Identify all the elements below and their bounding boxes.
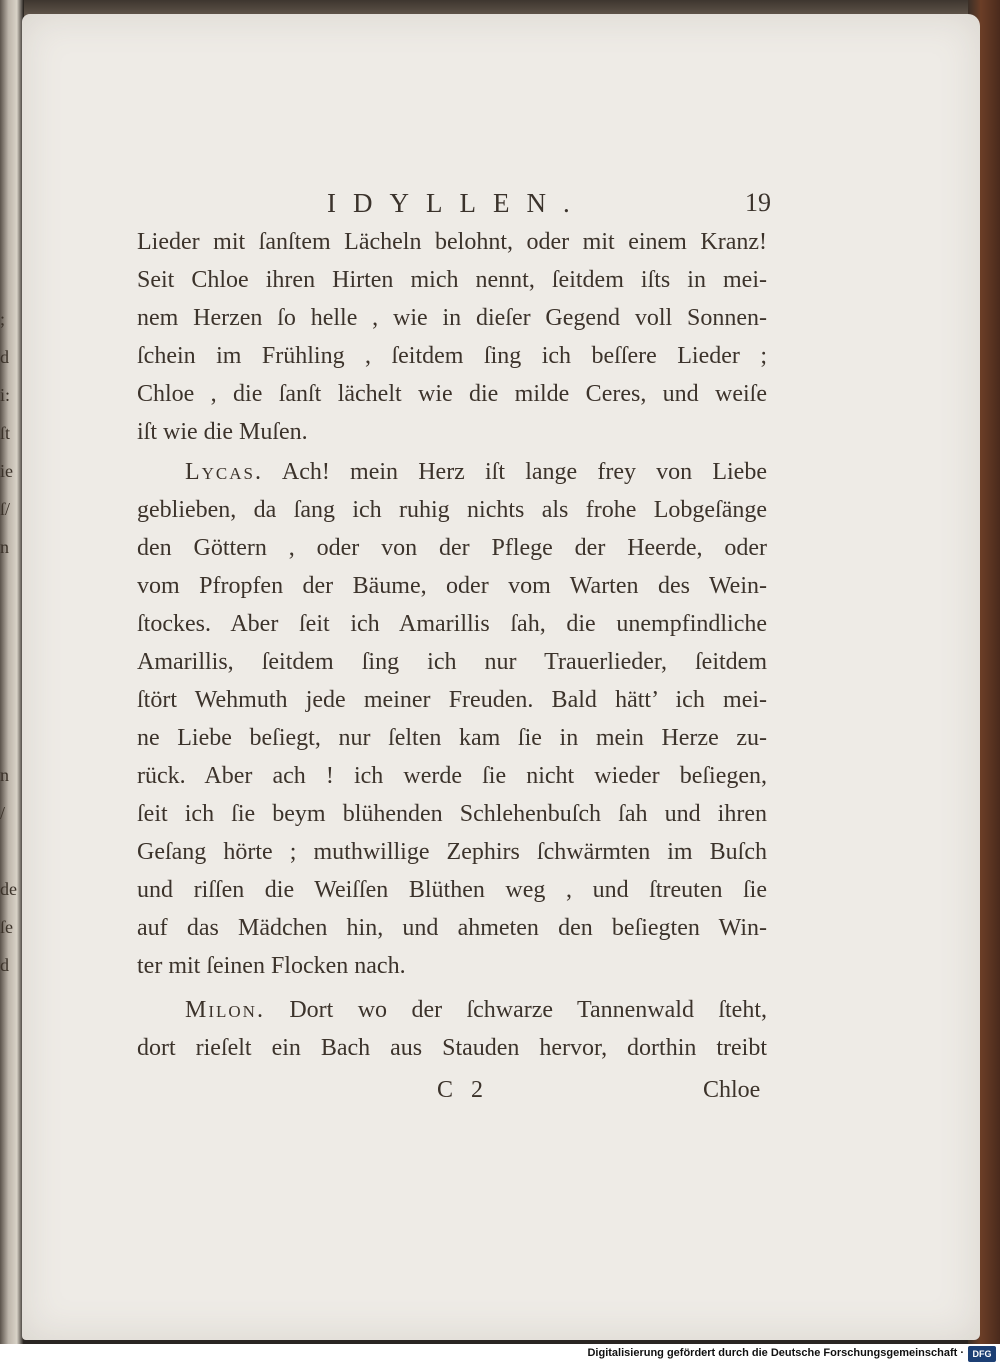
- text-line: Chloe , die ſanſt lächelt wie die milde Ceres, und weiſe: [137, 381, 767, 407]
- text-line: Lieder mit ſanſtem Lächeln belohnt, oder mit einem Kranz!: [137, 229, 767, 255]
- text-line: rück. Aber ach ! ich werde ſie nicht wieder beſiegen,: [137, 763, 767, 789]
- bleed-fragment: /: [0, 803, 6, 823]
- bleed-fragment: ſ/: [0, 499, 11, 519]
- speaker-line: [185, 997, 767, 1024]
- speaker-line: [185, 459, 767, 486]
- bleed-fragment: [0, 604, 16, 642]
- page-number: 19: [745, 188, 771, 217]
- text-line: iſt wie die Muſen.: [137, 419, 308, 445]
- funding-credit: Digitalisierung gefördert durch die Deutsche Forschungsgemeinschaft ·: [587, 1347, 964, 1359]
- text-line: den Göttern , oder von der Pflege der Heerde, oder: [137, 535, 767, 561]
- text-line: dort rieſelt ein Bach aus Stauden hervor, dorthin treibt: [137, 1035, 767, 1061]
- text-line: Amarillis, ſeitdem ſing ich nur Trauerlieder, ſeitdem: [137, 649, 767, 675]
- bleed-fragment: [0, 832, 16, 870]
- bleed-fragment: de: [0, 879, 17, 899]
- speaker-name: Milon.: [185, 997, 265, 1023]
- signature-mark: C 2: [437, 1077, 490, 1103]
- text-line: Geſang hörte ; muthwillige Zephirs ſchwärmten im Buſch: [137, 839, 767, 865]
- bleed-fragment: [0, 718, 16, 756]
- bleed-fragment: [0, 566, 16, 604]
- text-line: geblieben, da ſang ich ruhig nichts als frohe Lobgeſänge: [137, 497, 767, 523]
- catchword: Chloe: [703, 1077, 761, 1103]
- bleed-fragment: [0, 680, 16, 718]
- text-span: Ach! mein Herz iſt lange frey von Liebe: [281, 459, 767, 485]
- text-line: ſeit ich ſie beym blühenden Schlehenbuſch ſah und ihren: [137, 801, 767, 827]
- text-line: vom Pfropfen der Bäume, oder vom Warten des Wein-: [137, 573, 767, 599]
- text-line: ſtockes. Aber ſeit ich Amarillis ſah, die unempfindliche: [137, 611, 767, 637]
- text-line: nem Herzen ſo helle , wie in dieſer Gegend voll Sonnen-: [137, 305, 767, 331]
- footer-bar: [0, 1344, 1000, 1365]
- text-line: ſtört Wehmuth jede meiner Freuden. Bald hätt’ ich mei-: [137, 687, 767, 713]
- text-span: Dort wo der ſchwarze Tannenwald ſteht,: [289, 997, 768, 1023]
- bleed-fragment: d: [0, 955, 9, 975]
- bleed-fragment: i:: [0, 385, 11, 405]
- running-head: [0, 188, 1000, 228]
- facing-page-bleed: [0, 300, 16, 1060]
- bleed-fragment: ſt: [0, 423, 11, 443]
- bleed-fragment: n: [0, 537, 9, 557]
- running-head-title: IDYLLEN.: [327, 188, 587, 218]
- bleed-fragment: d: [0, 347, 9, 367]
- text-line: und riſſen die Weiſſen Blüthen weg , und ſtreuten ſie: [137, 877, 767, 903]
- text-line: Seit Chloe ihren Hirten mich nennt, ſeitdem iſts in mei-: [137, 267, 767, 293]
- text-line: ſchein im Frühling , ſeitdem ſing ich beſſere Lieder ;: [137, 343, 767, 369]
- dfg-logo-icon: DFG: [968, 1346, 996, 1362]
- speaker-name: Lycas.: [185, 459, 264, 485]
- bleed-fragment: ie: [0, 461, 13, 481]
- text-line: ne Liebe beſiegt, nur ſelten kam ſie in mein Herze zu-: [137, 725, 767, 751]
- bleed-fragment: ſe: [0, 917, 13, 937]
- bleed-fragment: [0, 642, 16, 680]
- text-line: auf das Mädchen hin, und ahmeten den beſiegten Win-: [137, 915, 767, 941]
- bleed-fragment: ;: [0, 309, 6, 329]
- bleed-fragment: n: [0, 765, 9, 785]
- text-line: ter mit ſeinen Flocken nach.: [137, 953, 406, 979]
